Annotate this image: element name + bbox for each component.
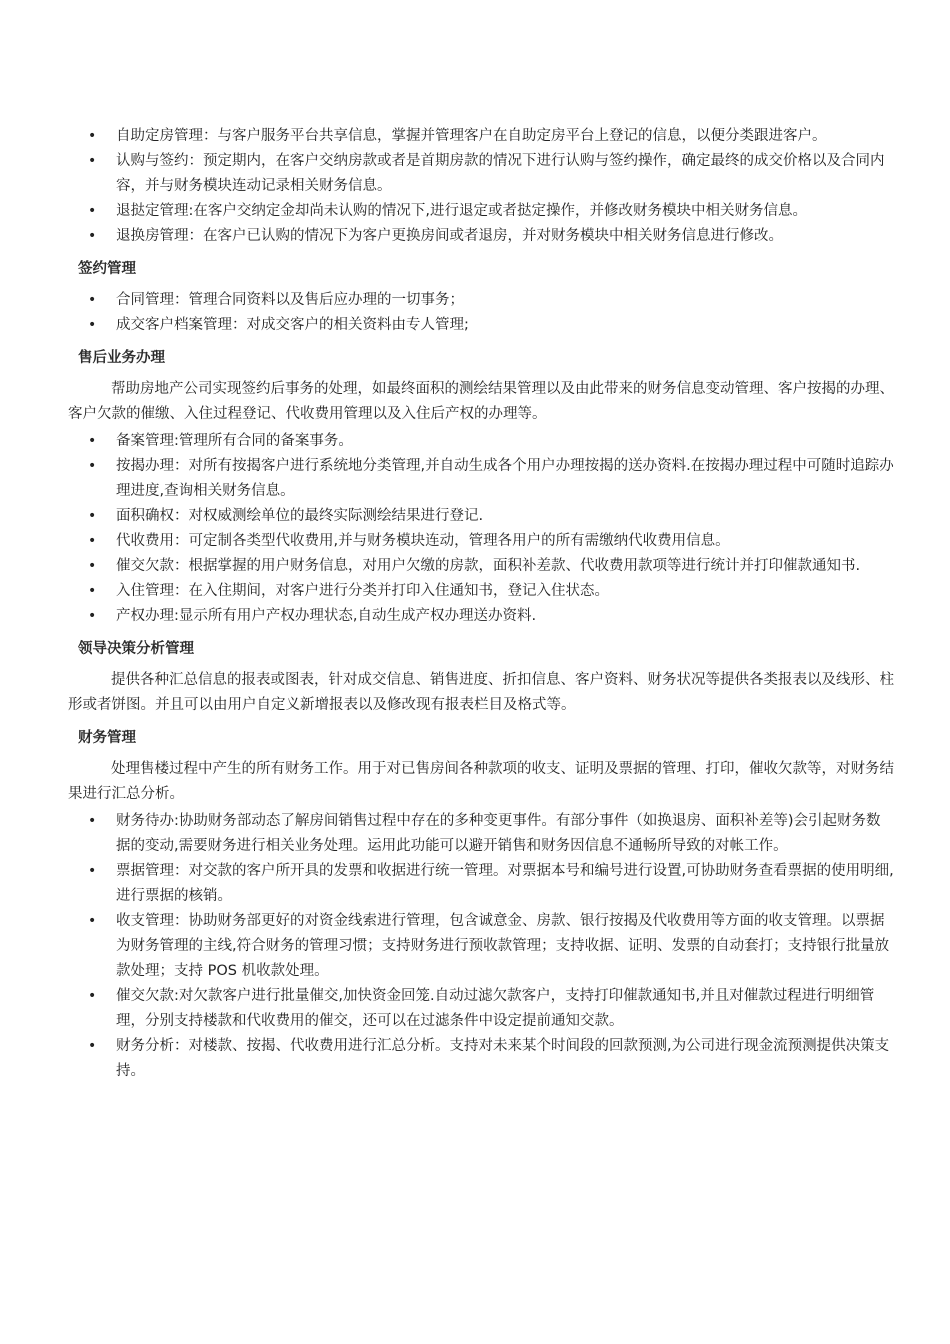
list-item-text: 认购与签约：预定期内，在客户交纳房款或者是首期房款的情况下进行认购与签约操作，确定最终的成交价格以及合同内容，并与财务模块连动记录相关财务信息。 — [116, 153, 885, 194]
list-item-text: 退挞定管理:在客户交纳定金却尚未认购的情况下,进行退定或者挞定操作，并修改财务模块中相关财务信息。 — [116, 203, 807, 219]
list-item — [68, 1034, 894, 1084]
list-item-text: 备案管理:管理所有合同的备案事务。 — [116, 433, 353, 449]
bullet-icon: • — [88, 608, 97, 624]
list-item — [68, 909, 894, 984]
finance-list — [68, 809, 894, 1084]
list-item-text: 自助定房管理：与客户服务平台共享信息，掌握并管理客户在自助定房平台上登记的信息，以便分类跟进客户。 — [116, 128, 827, 144]
list-item — [68, 224, 894, 249]
bullet-icon: • — [88, 228, 97, 244]
bullet-icon: • — [88, 128, 97, 144]
list-item — [68, 529, 894, 554]
bullet-icon: • — [88, 533, 97, 549]
section-heading-finance: 财务管理 — [78, 730, 136, 746]
list-item-text: 成交客户档案管理：对成交客户的相关资料由专人管理; — [116, 317, 469, 333]
list-item — [68, 149, 894, 199]
list-item-text: 产权办理:显示所有用户产权办理状态,自动生成产权办理送办资料. — [116, 608, 537, 624]
list-item — [68, 124, 894, 149]
list-item — [68, 454, 894, 504]
list-item-text: 面积确权：对权威测绘单位的最终实际测绘结果进行登记. — [116, 508, 484, 524]
contract-list — [68, 288, 894, 338]
document-body — [68, 122, 894, 1084]
bullet-icon: • — [88, 988, 97, 1004]
list-item — [68, 859, 894, 909]
list-item-text: 按揭办理：对所有按揭客户进行系统地分类管理,并自动生成各个用户办理按揭的送办资料.在按揭办理过程中可随时追踪办理进度,查询相关财务信息。 — [116, 458, 894, 499]
finance-intro: 处理售楼过程中产生的所有财务工作。用于对已售房间各种款项的收支、证明及票据的管理、打印，催收欠款等，对财务结果进行汇总分析。 — [68, 761, 894, 802]
list-item — [68, 604, 894, 629]
after-sales-intro: 帮助房地产公司实现签约后事务的处理，如最终面积的测绘结果管理以及由此带来的财务信息变动管理、客户按揭的办理、客户欠款的催缴、入住过程登记、代收费用管理以及入住后产权的办理等。 — [68, 381, 894, 422]
sales-management-list — [68, 124, 894, 249]
bullet-icon: • — [88, 583, 97, 599]
bullet-icon: • — [88, 1038, 97, 1054]
bullet-icon: • — [88, 203, 97, 219]
list-item — [68, 554, 894, 579]
list-item-text: 催交欠款:对欠款客户进行批量催交,加快资金回笼.自动过滤欠款客户，支持打印催款通知书,并且对催款过程进行明细管理，分别支持楼款和代收费用的催交，还可以在过滤条件中设定提前通知交款。 — [116, 988, 875, 1029]
list-item-text: 代收费用：可定制各类型代收费用,并与财务模块连动，管理各用户的所有需缴纳代收费用信息。 — [116, 533, 730, 549]
after-sales-list — [68, 429, 894, 629]
bullet-icon: • — [88, 913, 97, 929]
list-item — [68, 504, 894, 529]
list-item — [68, 313, 894, 338]
section-heading-contract: 签约管理 — [78, 261, 136, 277]
list-item — [68, 429, 894, 454]
list-item-text: 票据管理：对交款的客户所开具的发票和收据进行统一管理。对票据本号和编号进行设置,可协助财务查看票据的使用明细,进行票据的核销。 — [116, 863, 894, 904]
list-item-text: 财务分析：对楼款、按揭、代收费用进行汇总分析。支持对未来某个时间段的回款预测,为公司进行现金流预测提供决策支持。 — [116, 1038, 890, 1079]
bullet-icon: • — [88, 292, 97, 308]
bullet-icon: • — [88, 433, 97, 449]
bullet-icon: • — [88, 813, 97, 829]
bullet-icon: • — [88, 558, 97, 574]
section-heading-after-sales: 售后业务办理 — [78, 350, 165, 366]
list-item — [68, 199, 894, 224]
bullet-icon: • — [88, 458, 97, 474]
list-item-text: 合同管理：管理合同资料以及售后应办理的一切事务； — [116, 292, 464, 308]
list-item-text: 收支管理：协助财务部更好的对资金线索进行管理，包含诚意金、房款、银行按揭及代收费用等方面的收支管理。以票据为财务管理的主线,符合财务的管理习惯；支持财务进行预收款管理；支持收据、证明、发票的自动套打；支持银行批量放款处理；支持 POS 机收款处理。 — [116, 913, 890, 979]
list-item-text: 退换房管理：在客户已认购的情况下为客户更换房间或者退房，并对财务模块中相关财务信息进行修改。 — [116, 228, 783, 244]
list-item — [68, 579, 894, 604]
list-item — [68, 809, 894, 859]
list-item-text: 催交欠款：根据掌握的用户财务信息，对用户欠缴的房款，面积补差款、代收费用款项等进行统计并打印催款通知书. — [116, 558, 861, 574]
bullet-icon: • — [88, 863, 97, 879]
list-item-text: 财务待办:协助财务部动态了解房间销售过程中存在的多种变更事件。有部分事件（如换退房、面积补差等)会引起财务数据的变动,需要财务进行相关业务处理。运用此功能可以避开销售和财务因信息不通畅所导致的对帐工作。 — [116, 813, 881, 854]
list-item-text: 入住管理：在入住期间，对客户进行分类并打印入住通知书，登记入住状态。 — [116, 583, 609, 599]
bullet-icon: • — [88, 508, 97, 524]
decision-intro: 提供各种汇总信息的报表或图表，针对成交信息、销售进度、折扣信息、客户资料、财务状况等提供各类报表以及线形、柱形或者饼图。并且可以由用户自定义新增报表以及修改现有报表栏目及格式等。 — [68, 672, 894, 713]
list-item — [68, 288, 894, 313]
list-item — [68, 984, 894, 1034]
section-heading-decision: 领导决策分析管理 — [78, 641, 194, 657]
bullet-icon: • — [88, 153, 97, 169]
bullet-icon: • — [88, 317, 97, 333]
